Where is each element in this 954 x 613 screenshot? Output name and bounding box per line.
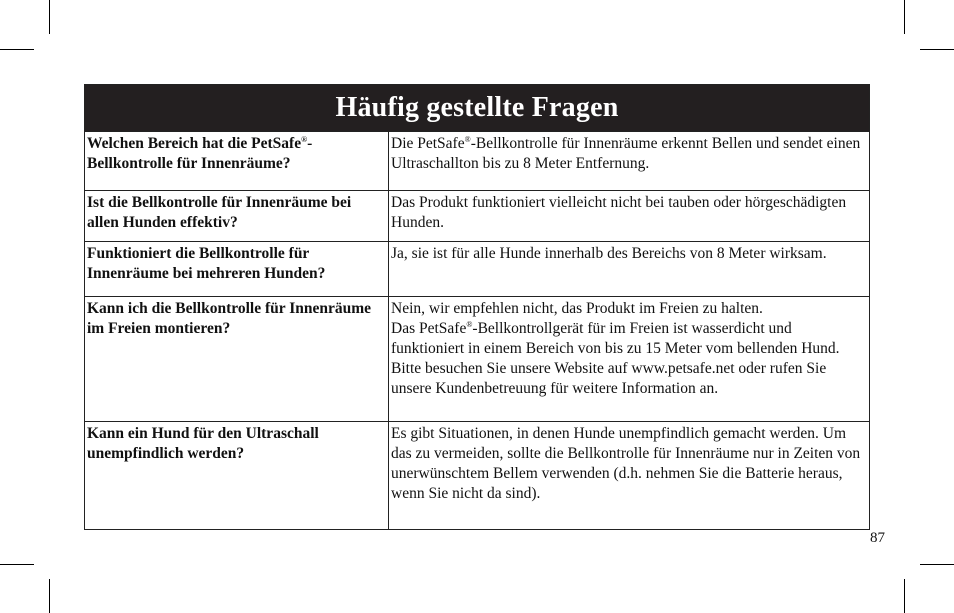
faq-answer-text: Die PetSafe — [391, 135, 465, 152]
crop-mark-bottom-left-vertical — [49, 579, 50, 613]
faq-table — [84, 84, 870, 530]
faq-row — [85, 241, 869, 296]
faq-answer: Das Produkt funktioniert vielleicht nicht bei tauben oder hörgeschädigten Hunden. — [391, 194, 847, 231]
registered-mark: ® — [464, 135, 471, 144]
faq-answer-paragraph — [391, 319, 867, 399]
faq-row — [85, 421, 869, 529]
crop-mark-top-left-vertical — [49, 0, 50, 34]
faq-answer-text: -Bellkontrollgerät für im Freien ist wasserdicht und funktioniert in einem Bereich von bis zu 15 Meter vom bellenden Hund. Bitte besuchen Sie unsere Website auf www.petsafe.net oder rufen Sie unsere Kundenbetreuung für weitere Information an. — [391, 320, 840, 397]
faq-answer-text: -Bellkontrolle für Innenräume erkennt Bellen und sendet einen Ultraschallton bis zu 8 Meter Entfernung. — [391, 135, 861, 172]
faq-question: Ist die Bellkontrolle für Innenräume bei allen Hunden effektiv? — [85, 191, 389, 241]
faq-question-text: Welchen Bereich hat die PetSafe — [87, 135, 302, 152]
page-number: 87 — [870, 530, 885, 546]
crop-mark-top-right-vertical — [904, 0, 905, 34]
faq-answer-line: Nein, wir empfehlen nicht, das Produkt im Freien zu halten. — [391, 300, 763, 317]
faq-answer: Ja, sie ist für alle Hunde innerhalb des Bereichs von 8 Meter wirksam. — [391, 245, 827, 262]
faq-question: Funktioniert die Bellkontrolle für Innenräume bei mehreren Hunden? — [85, 242, 389, 296]
faq-answer: Es gibt Situationen, in denen Hunde unempfindlich gemacht werden. Um das zu vermeiden, sollte die Bellkontrolle für Innenräume nur in Zeiten von unerwünschtem Bellem verwenden (d.h. nehmen Sie die Batterie heraus, wenn Sie nicht da sind). — [391, 425, 861, 502]
faq-row — [85, 190, 869, 241]
faq-answer — [389, 132, 869, 190]
crop-mark-bottom-right-vertical — [904, 579, 905, 613]
faq-question: Kann ein Hund für den Ultraschall unempfindlich werden? — [85, 422, 389, 529]
crop-mark-top-right-horizontal — [920, 49, 954, 50]
crop-mark-bottom-right-horizontal — [920, 564, 954, 565]
faq-answer — [389, 297, 869, 421]
faq-question-text: -Bellkontrolle für Innenräume? — [87, 135, 313, 172]
registered-mark: ® — [301, 135, 308, 144]
faq-row — [85, 296, 869, 421]
crop-mark-bottom-left-horizontal — [0, 564, 34, 565]
registered-mark: ® — [466, 320, 473, 329]
faq-question: Kann ich die Bellkontrolle für Innenräume im Freien montieren? — [85, 297, 389, 421]
faq-row — [85, 131, 869, 190]
faq-answer-text: Das PetSafe — [391, 320, 467, 337]
crop-mark-top-left-horizontal — [0, 49, 34, 50]
faq-question — [85, 132, 389, 190]
faq-title: Häufig gestellte Fragen — [85, 85, 869, 131]
